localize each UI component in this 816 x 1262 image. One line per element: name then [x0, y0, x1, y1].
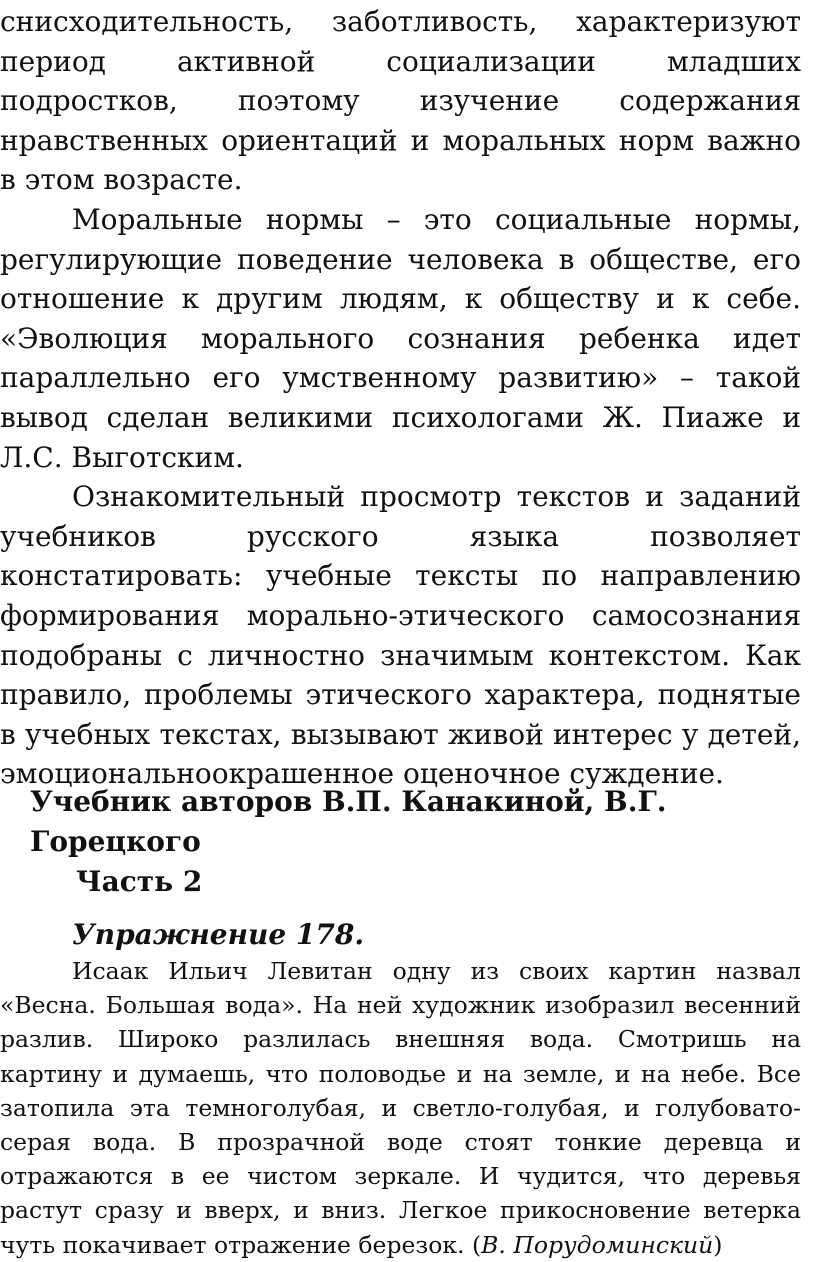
exercise-body: Исаак Ильич Левитан одну из своих картин назвал «Весна. Большая вода». На ней художник изобразил весенний разлив. Широко разлилась внешняя вода. Смотришь на картину и думаешь, что половодье и на земле, и на небе. Все затопила эта темноголубая, и светло-голубая, и голубовато-серая вода. В прозрачной воде стоят тонкие деревца и отражаются в ее чистом зеркале. И чудится, что деревья растут сразу и вверх, и вниз. Легкое прикосновение ветерка чуть покачивает отражение березок.	[0, 957, 801, 1259]
section-heading-part: Часть 2	[76, 865, 203, 898]
section-heading-title: Учебник авторов В.П. Канакиной, В.Г. Горецкого	[30, 785, 667, 858]
section-heading	[30, 782, 810, 902]
exercise-author: В. Порудоминский	[481, 1230, 714, 1259]
paragraph-textbook-review: Ознакомительный просмотр текстов и заданий учебников русского языка позволяет констатировать: учебные тексты по направлению формирования морально-этического самосознания подобраны с личностно значимым контекстом. Как правило, проблемы этического характера, поднятые в учебных текстах, вызывают живой интерес у детей, эмоциональноокрашенное оценочное суждение.	[0, 480, 801, 791]
paragraph-continuation: снисходительность, заботливость, характеризуют период активной социализации младших подростков, поэтому изучение содержания нравственных ориентаций и моральных норм важно в этом возрасте.	[0, 5, 801, 197]
exercise-text	[0, 954, 801, 1262]
exercise-title: Упражнение 178.	[72, 918, 365, 951]
author-open-paren: (	[464, 1230, 482, 1259]
author-close-paren: )	[713, 1230, 723, 1259]
body-text	[0, 2, 801, 794]
paragraph-moral-norms: Моральные нормы – это социальные нормы, регулирующие поведение человека в обществе, его отношение к другим людям, к обществу и к себе. «Эволюция морального сознания ребенка идет параллельно его умственному развитию» – такой вывод сделан великими психологами Ж. Пиаже и Л.С. Выготским.	[0, 202, 801, 474]
